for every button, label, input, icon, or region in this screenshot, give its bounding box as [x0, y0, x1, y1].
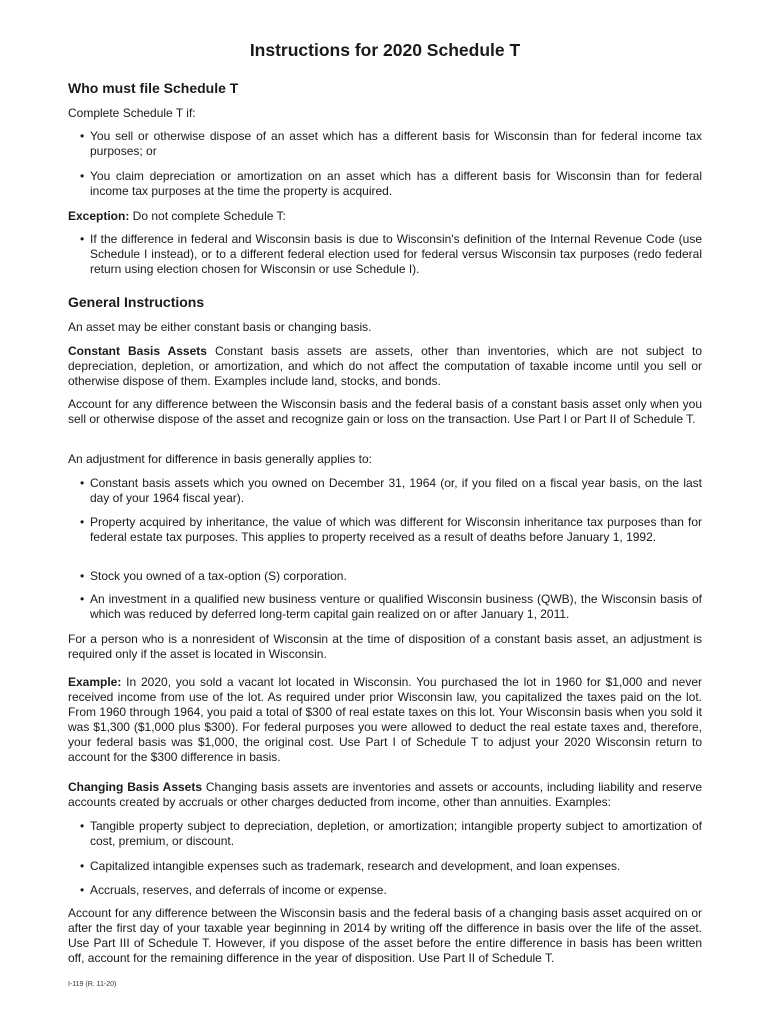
- constant-basis-paragraph: Constant Basis Assets Constant basis assets are assets, other than inventories, which are not subject to depreciation, depletion, or amortization, and which do not affect the computation of taxable income until you sell or otherwise dispose of them. Examples include land, stocks, and bonds.: [68, 344, 702, 388]
- list-item: • Tangible property subject to depreciation, depletion, or amortization; intangible property subject to amortization of cost, premium, or discount.: [80, 819, 702, 848]
- bullet-icon: •: [80, 232, 85, 246]
- changing-basis-paragraph: Changing Basis Assets Changing basis assets are inventories and assets or accounts, including liability and reserve accounts created by accruals or other charges deducted from income, other than annuities. Examples:: [68, 780, 702, 809]
- list-item: • Capitalized intangible expenses such as trademark, research and development, and loan expenses.: [80, 859, 621, 873]
- list-item: • Property acquired by inheritance, the value of which was different for Wisconsin inheritance tax purposes than for federal estate tax purposes. This applies to property received as a result of deaths before January 1, 1992.: [80, 515, 702, 544]
- paragraph: For a person who is a nonresident of Wisconsin at the time of disposition of a constant basis asset, an adjustment is required only if the asset is located in Wisconsin.: [68, 632, 702, 661]
- example-paragraph: Example: In 2020, you sold a vacant lot located in Wisconsin. You purchased the lot in 1960 for $1,000 and never received income from use of the lot. As required under prior Wisconsin law, you capitalized the taxes paid on the lot. From 1960 through 1964, you paid a total of $300 of real estate taxes on this lot. Your Wisconsin basis when you sold it was $1,300 ($1,000 plus $300). For federal purposes you were allowed to deduct the real estate taxes and, therefore, your federal basis was $1,000, the original cost. Use Part I of Schedule T to adjust your 2020 Wisconsin return to account for the $300 difference in basis.: [68, 675, 702, 764]
- bullet-icon: •: [80, 883, 85, 897]
- bullet-icon: •: [80, 169, 85, 183]
- paragraph: Account for any difference between the Wisconsin basis and the federal basis of a changing basis asset acquired on or after the first day of your taxable year beginning in 2014 by writing off the difference in basis over the life of the asset. Use Part III of Schedule T. However, if you dispose of the asset before the entire difference in basis has been written off, account for the remaining difference in the year of disposition. Use Part II of Schedule T.: [68, 906, 702, 965]
- intro-paragraph: Complete Schedule T if:: [68, 106, 196, 120]
- bullet-icon: •: [80, 819, 85, 833]
- list-item: • Accruals, reserves, and deferrals of income or expense.: [80, 883, 387, 897]
- exception-paragraph: Exception: Do not complete Schedule T:: [68, 209, 286, 223]
- form-number-footer: I-119 (R. 11-20): [68, 981, 117, 988]
- list-item: • You sell or otherwise dispose of an asset which has a different basis for Wisconsin than for federal income tax purposes; or: [80, 129, 702, 158]
- paragraph: An asset may be either constant basis or changing basis.: [68, 320, 372, 334]
- bullet-icon: •: [80, 515, 85, 529]
- list-item: • Constant basis assets which you owned on December 31, 1964 (or, if you filed on a fiscal year basis, on the last day of your 1964 fiscal year).: [80, 476, 702, 505]
- section-heading-who-must-file: Who must file Schedule T: [68, 80, 239, 96]
- paragraph: Account for any difference between the Wisconsin basis and the federal basis of a constant basis asset only when you sell or otherwise dispose of the asset and recognize gain or loss on the transaction. Use Part I or Part II of Schedule T.: [68, 397, 702, 426]
- bullet-icon: •: [80, 129, 85, 143]
- list-item: • Stock you owned of a tax-option (S) corporation.: [80, 569, 347, 583]
- paragraph: An adjustment for difference in basis generally applies to:: [68, 452, 372, 466]
- page-title: Instructions for 2020 Schedule T: [249, 40, 521, 60]
- list-item: • If the difference in federal and Wisconsin basis is due to Wisconsin's definition of the Internal Revenue Code (use Schedule I instead), or to a different federal election used for federal versus Wisconsin tax purposes (redo federal return using election chosen for Wisconsin or use Schedule I).: [80, 232, 702, 276]
- list-item: • An investment in a qualified new business venture or qualified Wisconsin business (QWB), the Wisconsin basis of which was reduced by deferred long-term capital gain realized on or after January 1, 2011.: [80, 592, 702, 621]
- bullet-icon: •: [80, 569, 85, 583]
- bullet-icon: •: [80, 592, 85, 606]
- bullet-icon: •: [80, 859, 85, 873]
- list-item: • You claim depreciation or amortization on an asset which has a different basis for Wisconsin than for federal income tax purposes at the time the property is acquired.: [80, 169, 702, 198]
- section-heading-general-instructions: General Instructions: [68, 294, 205, 310]
- bullet-icon: •: [80, 476, 85, 490]
